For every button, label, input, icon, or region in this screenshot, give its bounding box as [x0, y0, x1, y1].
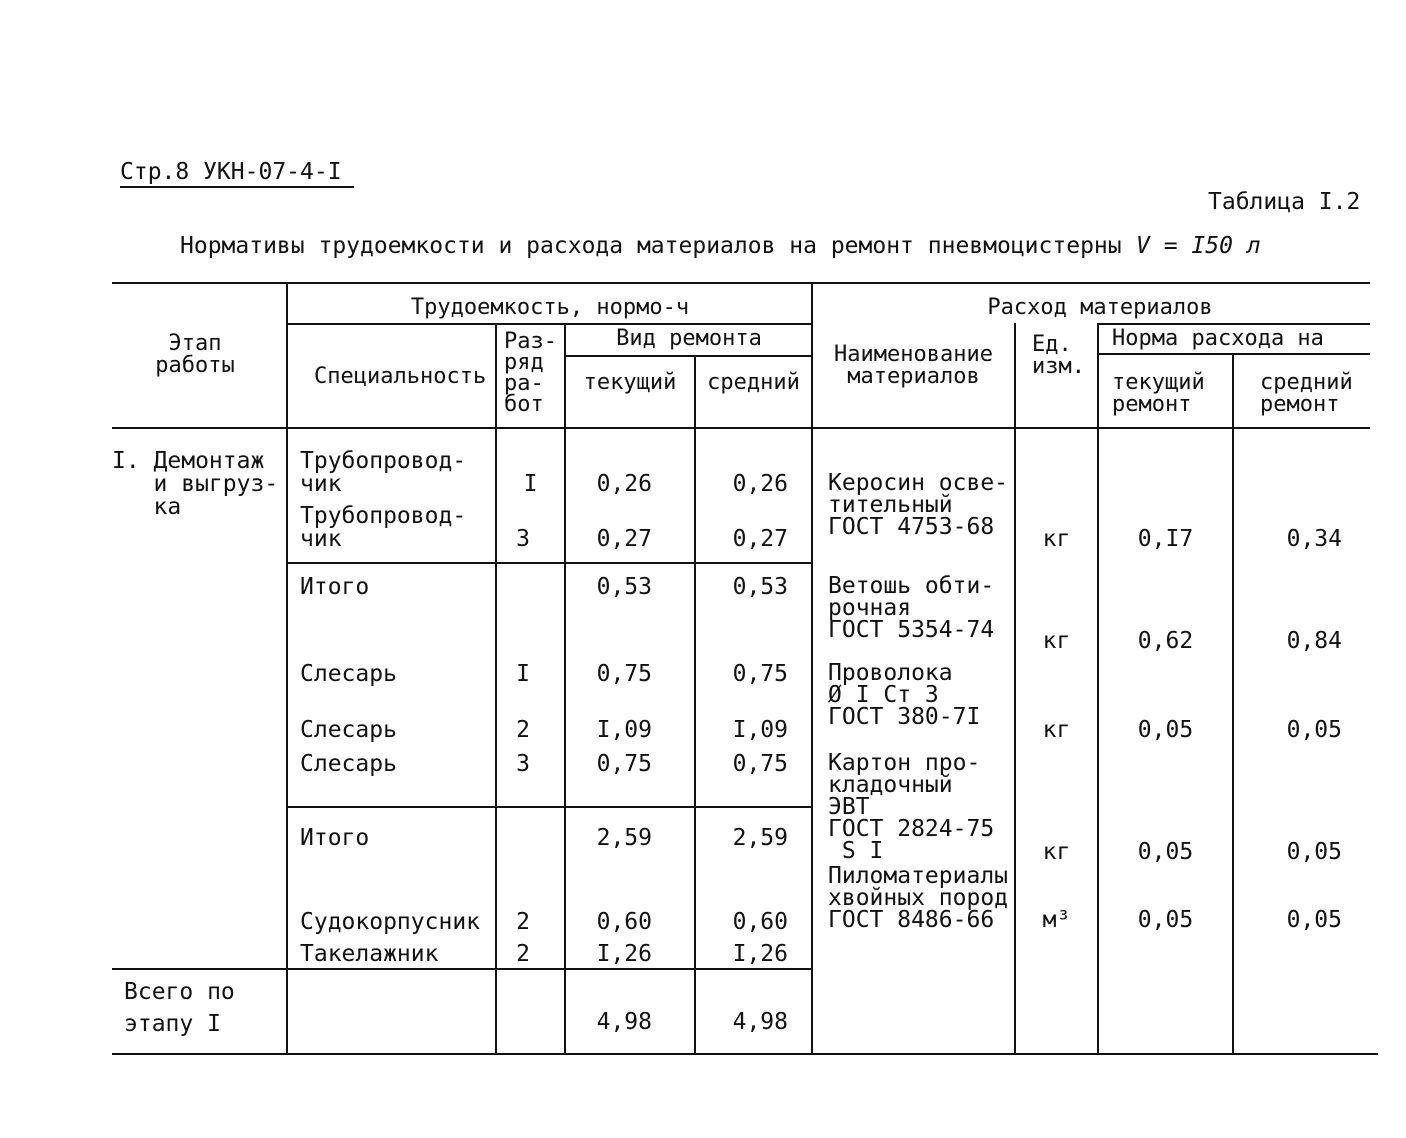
cell-medium: 0,75 — [732, 751, 788, 777]
material-name: Керосин осве- тительный ГОСТ 4753-68 — [828, 470, 1009, 540]
header-medium: средний — [707, 370, 800, 395]
header-rule-materials — [1098, 323, 1370, 325]
table-title: Нормативы трудоемкости и расхода материалов на ремонт пневмоцистерны — [180, 233, 1122, 259]
header-bottom-rule — [112, 427, 1370, 429]
material-medium: 0,05 — [1286, 717, 1342, 743]
header-stage: Этап работы — [155, 331, 235, 378]
header-unit: Ед. изм. — [1032, 332, 1085, 379]
table-top-rule — [112, 282, 1370, 284]
title-formula: V = I50 л — [1136, 233, 1261, 259]
total-label: Всего по этапу I — [124, 979, 235, 1037]
cell-current: I,26 — [596, 941, 652, 967]
header-repair-type: Вид ремонта — [616, 326, 762, 351]
cell-medium: 0,60 — [732, 909, 788, 935]
material-current: 0,05 — [1137, 907, 1194, 933]
cell-grade: 3 — [516, 526, 530, 552]
group-rule-3 — [112, 968, 813, 970]
material-unit: кг — [1042, 839, 1071, 865]
cell-grade: I — [516, 661, 530, 687]
header-current: текущий — [583, 370, 677, 395]
cell-grade: 2 — [516, 717, 530, 743]
group-rule-1 — [287, 562, 813, 564]
total-medium: 4,98 — [732, 1009, 788, 1035]
cell-medium: 2,59 — [732, 825, 788, 851]
col-rule-norm-current — [1232, 353, 1234, 1054]
material-medium: 0,05 — [1286, 839, 1342, 865]
col-rule-unit — [1097, 323, 1099, 1054]
cell-grade: 2 — [516, 909, 530, 935]
material-medium: 0,34 — [1286, 526, 1342, 552]
material-current: 0,I7 — [1137, 526, 1194, 552]
header-current-repair: текущий ремонт — [1112, 370, 1205, 417]
cell-current: 0,26 — [596, 471, 652, 497]
header-material-name: Наименование материалов — [834, 342, 993, 389]
cell-grade: 3 — [516, 751, 530, 777]
cell-current: 0,75 — [596, 661, 652, 687]
total-current: 4,98 — [596, 1009, 652, 1035]
cell-grade: 2 — [516, 941, 530, 967]
cell-medium: 0,75 — [732, 661, 788, 687]
cell-medium: 0,53 — [732, 574, 788, 600]
header-rule-labor — [287, 323, 813, 325]
material-name: Ветошь обти- рочная ГОСТ 5354-74 — [828, 573, 995, 643]
cell-specialty: Слесарь — [300, 717, 397, 743]
header-materials: Расход материалов — [987, 295, 1213, 320]
material-current: 0,62 — [1137, 628, 1194, 654]
material-unit: кг — [1042, 526, 1071, 552]
material-name: Проволока Ø I Ст 3 ГОСТ 380-7I — [828, 660, 981, 730]
col-rule-material-name — [1014, 323, 1016, 1054]
header-rule-norm — [1098, 353, 1370, 355]
cell-current: 0,75 — [596, 751, 652, 777]
cell-specialty: Слесарь — [300, 661, 397, 687]
stage-label: I. Демонтаж и выгруз- ка — [112, 448, 279, 520]
material-medium: 0,84 — [1286, 628, 1342, 654]
header-grade: Раз- ряд ра- бот — [504, 329, 557, 417]
cell-current: 0,60 — [596, 909, 652, 935]
cell-medium: I,26 — [732, 941, 788, 967]
cell-specialty: Такелажник — [300, 941, 439, 967]
material-unit: м³ — [1042, 907, 1071, 933]
cell-medium: 0,27 — [732, 526, 788, 552]
material-current: 0,05 — [1137, 839, 1194, 865]
cell-specialty: Судокорпусник — [300, 909, 481, 935]
cell-specialty: Итого — [300, 825, 370, 851]
material-name: Картон про- кладочный ЭВТ ГОСТ 2824-75 S I — [828, 750, 995, 864]
cell-current: 0,53 — [596, 574, 652, 600]
material-current: 0,05 — [1137, 717, 1194, 743]
material-name: Пиломатериалы хвойных пород ГОСТ 8486-66 — [828, 863, 1009, 933]
material-unit: кг — [1042, 717, 1071, 743]
group-rule-2 — [287, 806, 813, 808]
cell-current: 0,27 — [596, 526, 652, 552]
header-labor: Трудоемкость, нормо-ч — [410, 295, 690, 320]
cell-specialty: Слесарь — [300, 751, 397, 777]
header-rule-repair-type — [565, 355, 813, 357]
table-number: Таблица I.2 — [1208, 189, 1361, 215]
table-bottom-rule — [112, 1053, 1378, 1055]
header-medium-repair: средний ремонт — [1260, 370, 1353, 417]
cell-medium: I,09 — [732, 717, 788, 743]
cell-grade: I — [523, 471, 538, 497]
col-rule-stage — [286, 282, 288, 1054]
cell-current: 2,59 — [596, 825, 652, 851]
cell-current: I,09 — [596, 717, 652, 743]
col-rule-labor-end — [811, 282, 813, 1054]
page-reference: Стр.8 УКН-07-4-I — [120, 160, 354, 188]
cell-medium: 0,26 — [732, 471, 788, 497]
cell-specialty: Итого — [300, 574, 370, 600]
cell-specialty: Трубопровод- чик — [300, 448, 467, 497]
header-specialty: Специальность — [314, 364, 487, 389]
header-norm: Норма расхода на — [1112, 326, 1324, 351]
material-medium: 0,05 — [1286, 907, 1342, 933]
material-unit: кг — [1042, 628, 1071, 654]
cell-specialty: Трубопровод- чик — [300, 503, 467, 552]
